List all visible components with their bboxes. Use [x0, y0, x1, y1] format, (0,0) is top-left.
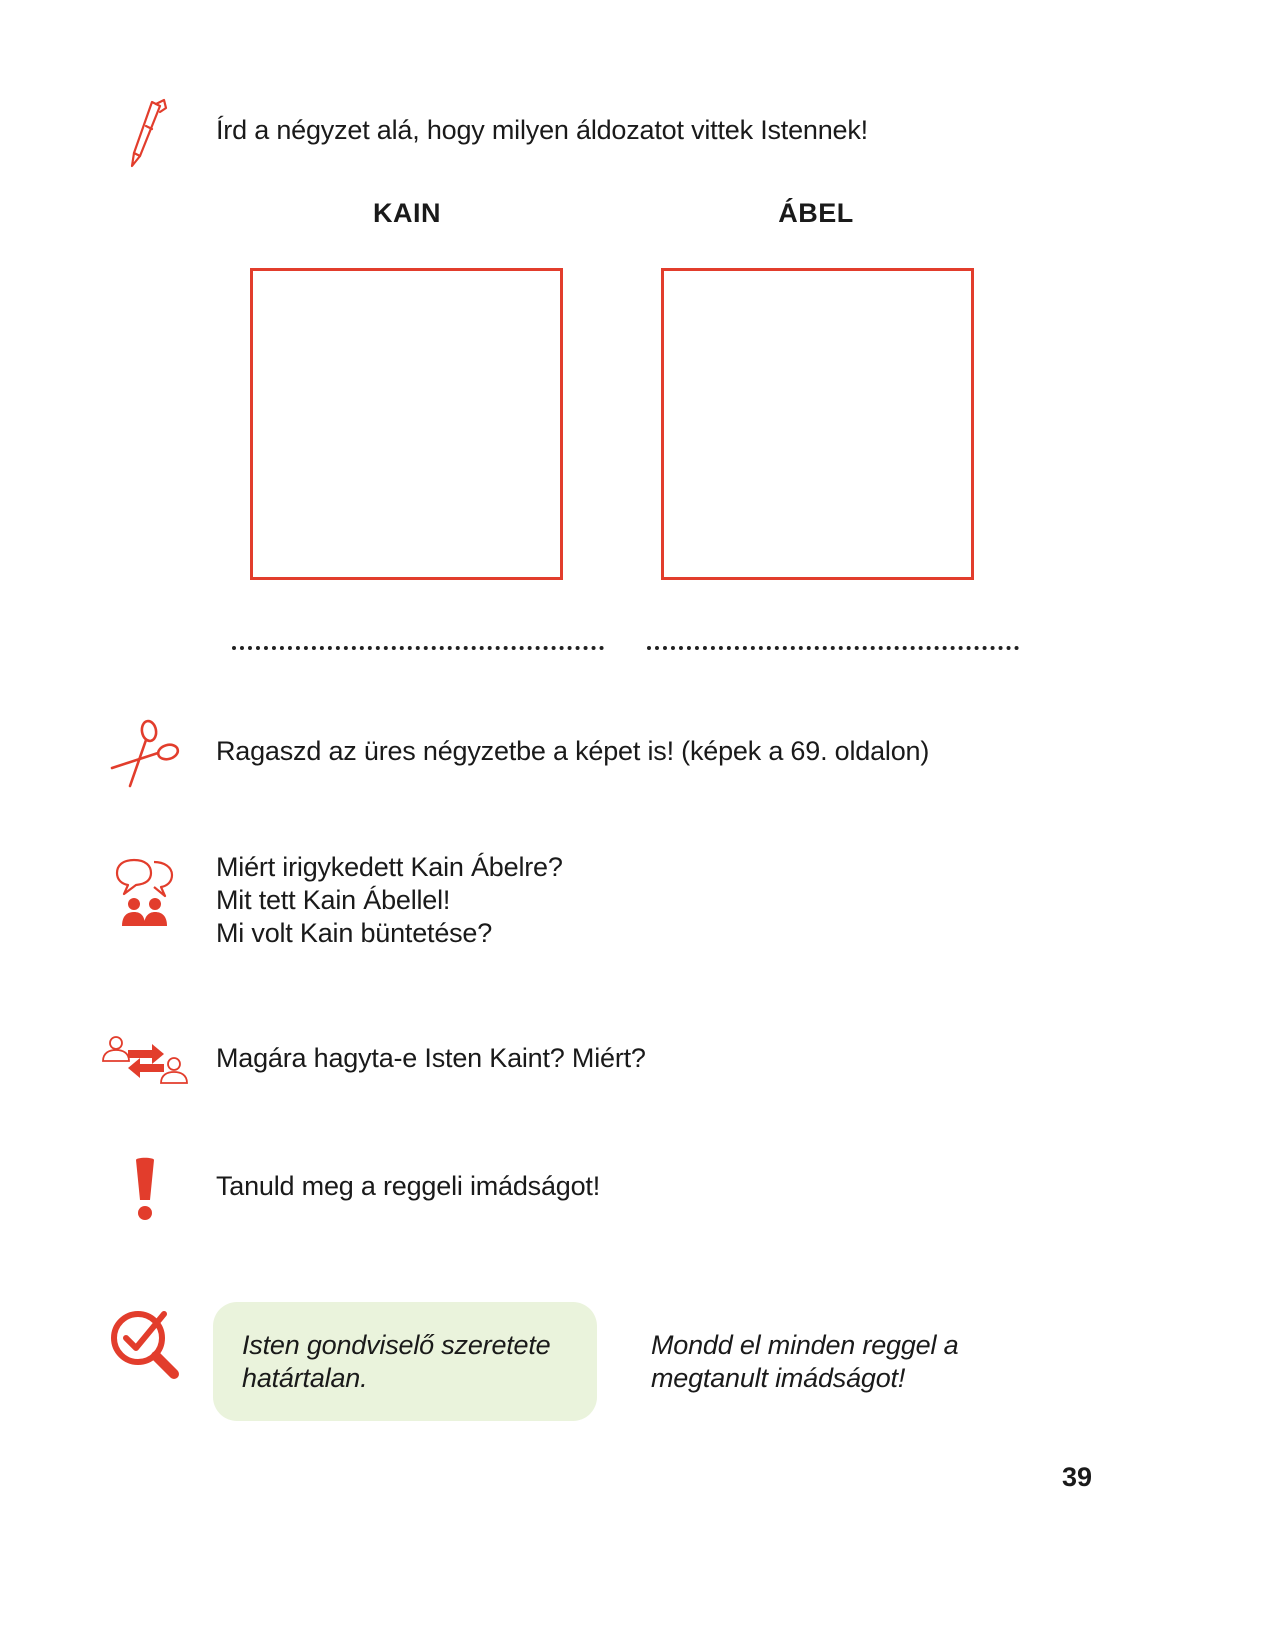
discuss-question-2: Mit tett Kain Ábellel!	[216, 885, 451, 915]
picture-box-abel[interactable]	[661, 268, 974, 580]
summary-side-line-1: Mondd el minden reggel a	[651, 1330, 959, 1360]
summary-box-line-1: Isten gondviselő szeretete	[242, 1330, 551, 1360]
answer-line-abel[interactable]	[647, 646, 1019, 650]
discuss-question-3: Mi volt Kain büntetése?	[216, 918, 493, 948]
discussion-icon	[114, 856, 176, 928]
task-paste-text: Ragaszd az üres négyzetbe a képet is! (képek a 69. oldalon)	[216, 736, 930, 766]
exchange-icon	[100, 1034, 192, 1088]
summary-box-line-2: határtalan.	[242, 1363, 368, 1393]
answer-line-kain[interactable]	[232, 646, 604, 650]
summary-side-line-2: megtanult imádságot!	[651, 1363, 906, 1393]
column-heading-abel: ÁBEL	[778, 198, 854, 228]
magnifier-check-icon	[108, 1308, 184, 1380]
scissors-icon	[108, 716, 184, 792]
page-number: 39	[1062, 1462, 1093, 1492]
task-learn-text: Tanuld meg a reggeli imádságot!	[216, 1171, 601, 1201]
task-write-text: Írd a négyzet alá, hogy milyen áldozatot vittek Istennek!	[216, 115, 868, 145]
column-heading-kain: KAIN	[373, 198, 441, 228]
picture-box-kain[interactable]	[250, 268, 563, 580]
pen-icon	[126, 98, 170, 170]
discuss-question-1: Miért irigykedett Kain Ábelre?	[216, 852, 563, 882]
task-relate-text: Magára hagyta-e Isten Kaint? Miért?	[216, 1043, 646, 1073]
exclamation-icon	[132, 1156, 158, 1222]
